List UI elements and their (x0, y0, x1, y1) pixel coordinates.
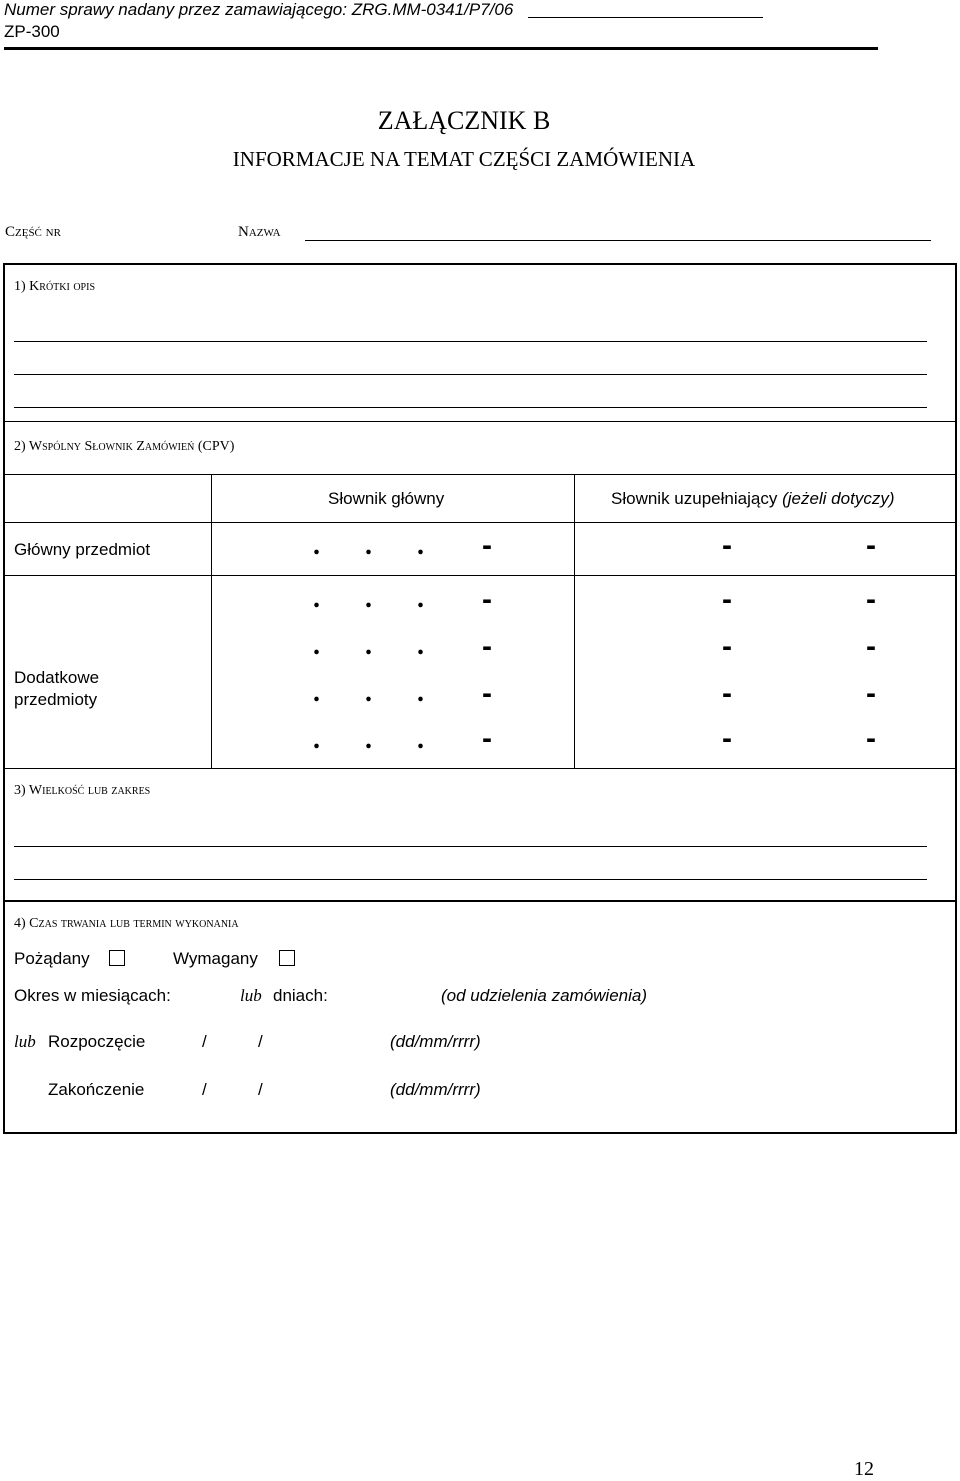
cpv-dash-1: - (482, 529, 492, 562)
cpv-header-bottom (3, 522, 957, 523)
section-2-title: 2) Wspólny Słownik Zamówień (CPV) (14, 439, 235, 454)
case-number-underline (528, 17, 763, 18)
from-award-note: (od udzielenia zamówienia) (441, 986, 648, 1005)
cpv-dash-3: - (866, 722, 876, 755)
cpv-dash-2: - (722, 677, 732, 710)
part-name-label: Nazwa (238, 224, 281, 240)
cpv-dash-3: - (866, 529, 876, 562)
or-label: lub (240, 986, 262, 1005)
cpv-table-bottom (3, 768, 957, 769)
cpv-dash-1: - (482, 722, 492, 755)
required-label: Wymagany (173, 949, 258, 968)
start-label: Rozpoczęcie (48, 1032, 146, 1051)
page-number: 12 (854, 1458, 874, 1480)
form-box-main (3, 263, 957, 902)
cpv-row-additional-label-1: Dodatkowe (14, 668, 100, 687)
start-date-format: (dd/mm/rrrr) (390, 1032, 481, 1051)
cpv-row-additional-label-2: przedmioty (14, 690, 98, 709)
header-rule (4, 47, 878, 50)
description-line-2[interactable] (14, 374, 927, 375)
section-2-top-border (3, 421, 957, 422)
cpv-col-main: Słownik główny (328, 489, 445, 508)
part-number-label: Część nr (5, 224, 61, 240)
days-label: dniach: (273, 986, 328, 1005)
cpv-header-top (3, 474, 957, 475)
desired-label: Pożądany (14, 949, 90, 968)
cpv-dash-2: - (722, 722, 732, 755)
section-4-title: 4) Czas trwania lub termin wykonania (14, 916, 239, 931)
cpv-dots: . . . (313, 724, 424, 755)
case-number: Numer sprawy nadany przez zamawiającego: ZRG.MM-0341/P7/06 (4, 0, 514, 19)
form-code: ZP-300 (4, 22, 60, 41)
cpv-dash-1: - (482, 583, 492, 616)
required-checkbox[interactable] (279, 950, 295, 966)
period-months-label: Okres w miesiącach: (14, 986, 171, 1005)
section-1-title: 1) Krótki opis (14, 279, 95, 294)
cpv-dots: . . . (313, 677, 424, 708)
cpv-col-divider-1 (211, 474, 212, 768)
end-date-format: (dd/mm/rrrr) (390, 1080, 481, 1099)
cpv-col-supp-note: (jeżeli dotyczy) (782, 489, 895, 508)
start-date-slash-2: / (258, 1032, 263, 1051)
cpv-col-supplementary (611, 489, 894, 509)
cpv-dash-3: - (866, 583, 876, 616)
start-date-slash-1: / (202, 1032, 207, 1051)
cpv-row-main-label: Główny przedmiot (14, 540, 151, 559)
cpv-dash-2: - (722, 630, 732, 663)
cpv-dash-3: - (866, 630, 876, 663)
description-line-1[interactable] (14, 341, 927, 342)
cpv-dash-1: - (482, 677, 492, 710)
annex-subtitle: INFORMACJE NA TEMAT CZĘŚCI ZAMÓWIENIA (232, 147, 696, 171)
end-date-slash-2: / (258, 1080, 263, 1099)
cpv-col-divider-2 (574, 474, 575, 768)
description-line-3[interactable] (14, 407, 927, 408)
end-date-slash-1: / (202, 1080, 207, 1099)
cpv-main-row-bottom (3, 575, 957, 576)
cpv-dots: . . . (313, 530, 424, 561)
end-label: Zakończenie (48, 1080, 145, 1099)
cpv-dash-2: - (722, 583, 732, 616)
cpv-dots: . . . (313, 583, 424, 614)
cpv-col-supp-label: Słownik uzupełniający (611, 489, 778, 508)
desired-checkbox[interactable] (109, 950, 125, 966)
cpv-dash-1: - (482, 630, 492, 663)
cpv-dash-2: - (722, 529, 732, 562)
cpv-dots: . . . (313, 630, 424, 661)
annex-title: ZAŁĄCZNIK B (377, 106, 551, 135)
part-name-field[interactable] (305, 240, 931, 241)
section-3-title: 3) Wielkość lub zakres (14, 783, 151, 798)
scope-line-1[interactable] (14, 846, 927, 847)
cpv-dash-3: - (866, 677, 876, 710)
scope-line-2[interactable] (14, 879, 927, 880)
or-label-start: lub (14, 1032, 36, 1051)
